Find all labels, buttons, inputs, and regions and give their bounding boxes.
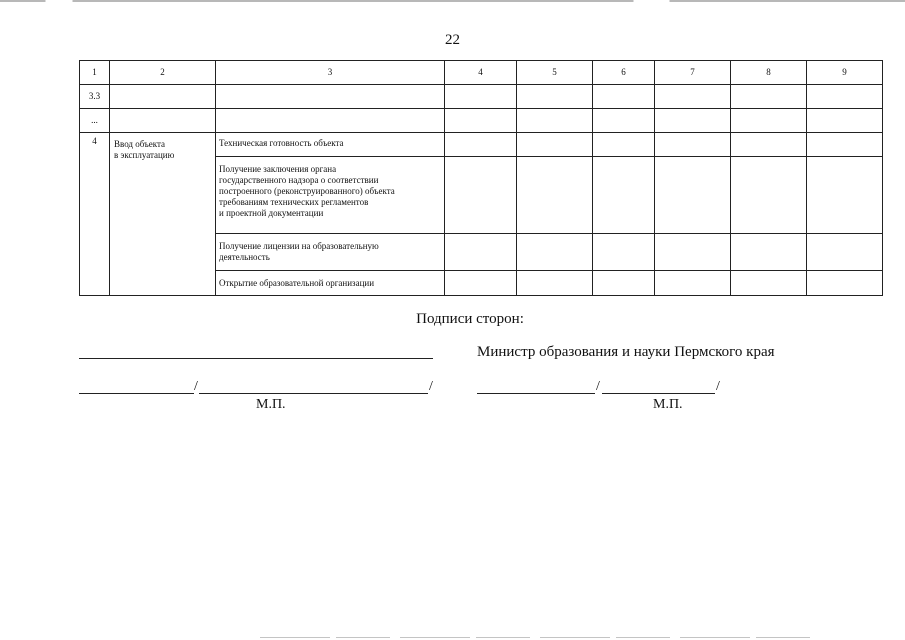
empty-cell <box>731 85 807 109</box>
empty-cell <box>731 109 807 133</box>
empty-cell <box>517 234 593 271</box>
indicator-text: Открытие образовательной организации <box>219 278 375 288</box>
empty-cell <box>593 133 655 157</box>
empty-cell <box>655 157 731 234</box>
indicator-cell <box>216 157 445 234</box>
empty-cell <box>655 109 731 133</box>
stages-table <box>79 60 883 296</box>
table-row <box>80 85 883 109</box>
header-cell: 4 <box>445 61 517 85</box>
row-number: ... <box>80 109 110 133</box>
right-party-title: Министр образования и науки Пермского края <box>477 344 775 360</box>
left-slash-2: / <box>429 379 433 394</box>
empty-cell <box>110 85 216 109</box>
indicator-cell <box>216 271 445 296</box>
scan-edge-top <box>0 0 905 2</box>
stage-name-text: Ввод объекта в эксплуатацию <box>114 139 175 160</box>
table-header-row <box>80 61 883 85</box>
right-stamp-label: М.П. <box>653 397 683 412</box>
empty-cell <box>655 133 731 157</box>
empty-cell <box>445 157 517 234</box>
right-slash-1: / <box>596 379 600 394</box>
right-slash-2: / <box>716 379 720 394</box>
scan-edge-bottom <box>260 637 820 638</box>
indicator-text: Получение лицензии на образовательную деятельность <box>219 241 379 262</box>
left-stamp-label: М.П. <box>256 397 286 412</box>
page-number: 22 <box>445 32 460 48</box>
header-cell: 5 <box>517 61 593 85</box>
empty-cell <box>593 109 655 133</box>
empty-cell <box>807 133 883 157</box>
empty-cell <box>593 234 655 271</box>
empty-cell <box>593 157 655 234</box>
header-cell: 9 <box>807 61 883 85</box>
empty-cell <box>445 85 517 109</box>
empty-cell <box>445 133 517 157</box>
indicator-cell <box>216 234 445 271</box>
empty-cell <box>807 271 883 296</box>
empty-cell <box>731 234 807 271</box>
empty-cell <box>517 157 593 234</box>
empty-cell <box>731 271 807 296</box>
signatures-title: Подписи сторон: <box>416 311 524 327</box>
empty-cell <box>517 271 593 296</box>
header-cell: 8 <box>731 61 807 85</box>
empty-cell <box>445 234 517 271</box>
header-cell: 3 <box>216 61 445 85</box>
empty-cell <box>655 271 731 296</box>
right-name-decoding-line[interactable] <box>602 393 715 394</box>
empty-cell <box>731 157 807 234</box>
empty-cell <box>807 109 883 133</box>
left-signature-line[interactable] <box>79 393 194 394</box>
header-cell: 2 <box>110 61 216 85</box>
stage-name <box>110 133 216 296</box>
empty-cell <box>593 271 655 296</box>
header-cell: 7 <box>655 61 731 85</box>
header-cell: 6 <box>593 61 655 85</box>
empty-cell <box>807 157 883 234</box>
indicator-text: Получение заключения органа государственного надзора о соответствии построенного (реконструированного) объекта требованиям технических регламентов и проектной документации <box>219 164 395 218</box>
empty-cell <box>110 109 216 133</box>
row-number: 4 <box>80 133 110 296</box>
empty-cell <box>445 109 517 133</box>
empty-cell <box>445 271 517 296</box>
left-slash-1: / <box>194 379 198 394</box>
header-cell: 1 <box>80 61 110 85</box>
empty-cell <box>655 234 731 271</box>
empty-cell <box>731 133 807 157</box>
empty-cell <box>216 109 445 133</box>
right-signature-line[interactable] <box>477 393 595 394</box>
left-name-decoding-line[interactable] <box>199 393 428 394</box>
empty-cell <box>517 109 593 133</box>
empty-cell <box>517 85 593 109</box>
indicator-cell <box>216 133 445 157</box>
indicator-text: Техническая готовность объекта <box>219 138 344 148</box>
empty-cell <box>593 85 655 109</box>
empty-cell <box>807 85 883 109</box>
left-party-name-line[interactable] <box>79 358 433 359</box>
empty-cell <box>216 85 445 109</box>
empty-cell <box>517 133 593 157</box>
row-number: 3.3 <box>80 85 110 109</box>
table-row <box>80 133 883 157</box>
empty-cell <box>807 234 883 271</box>
table-row <box>80 109 883 133</box>
empty-cell <box>655 85 731 109</box>
